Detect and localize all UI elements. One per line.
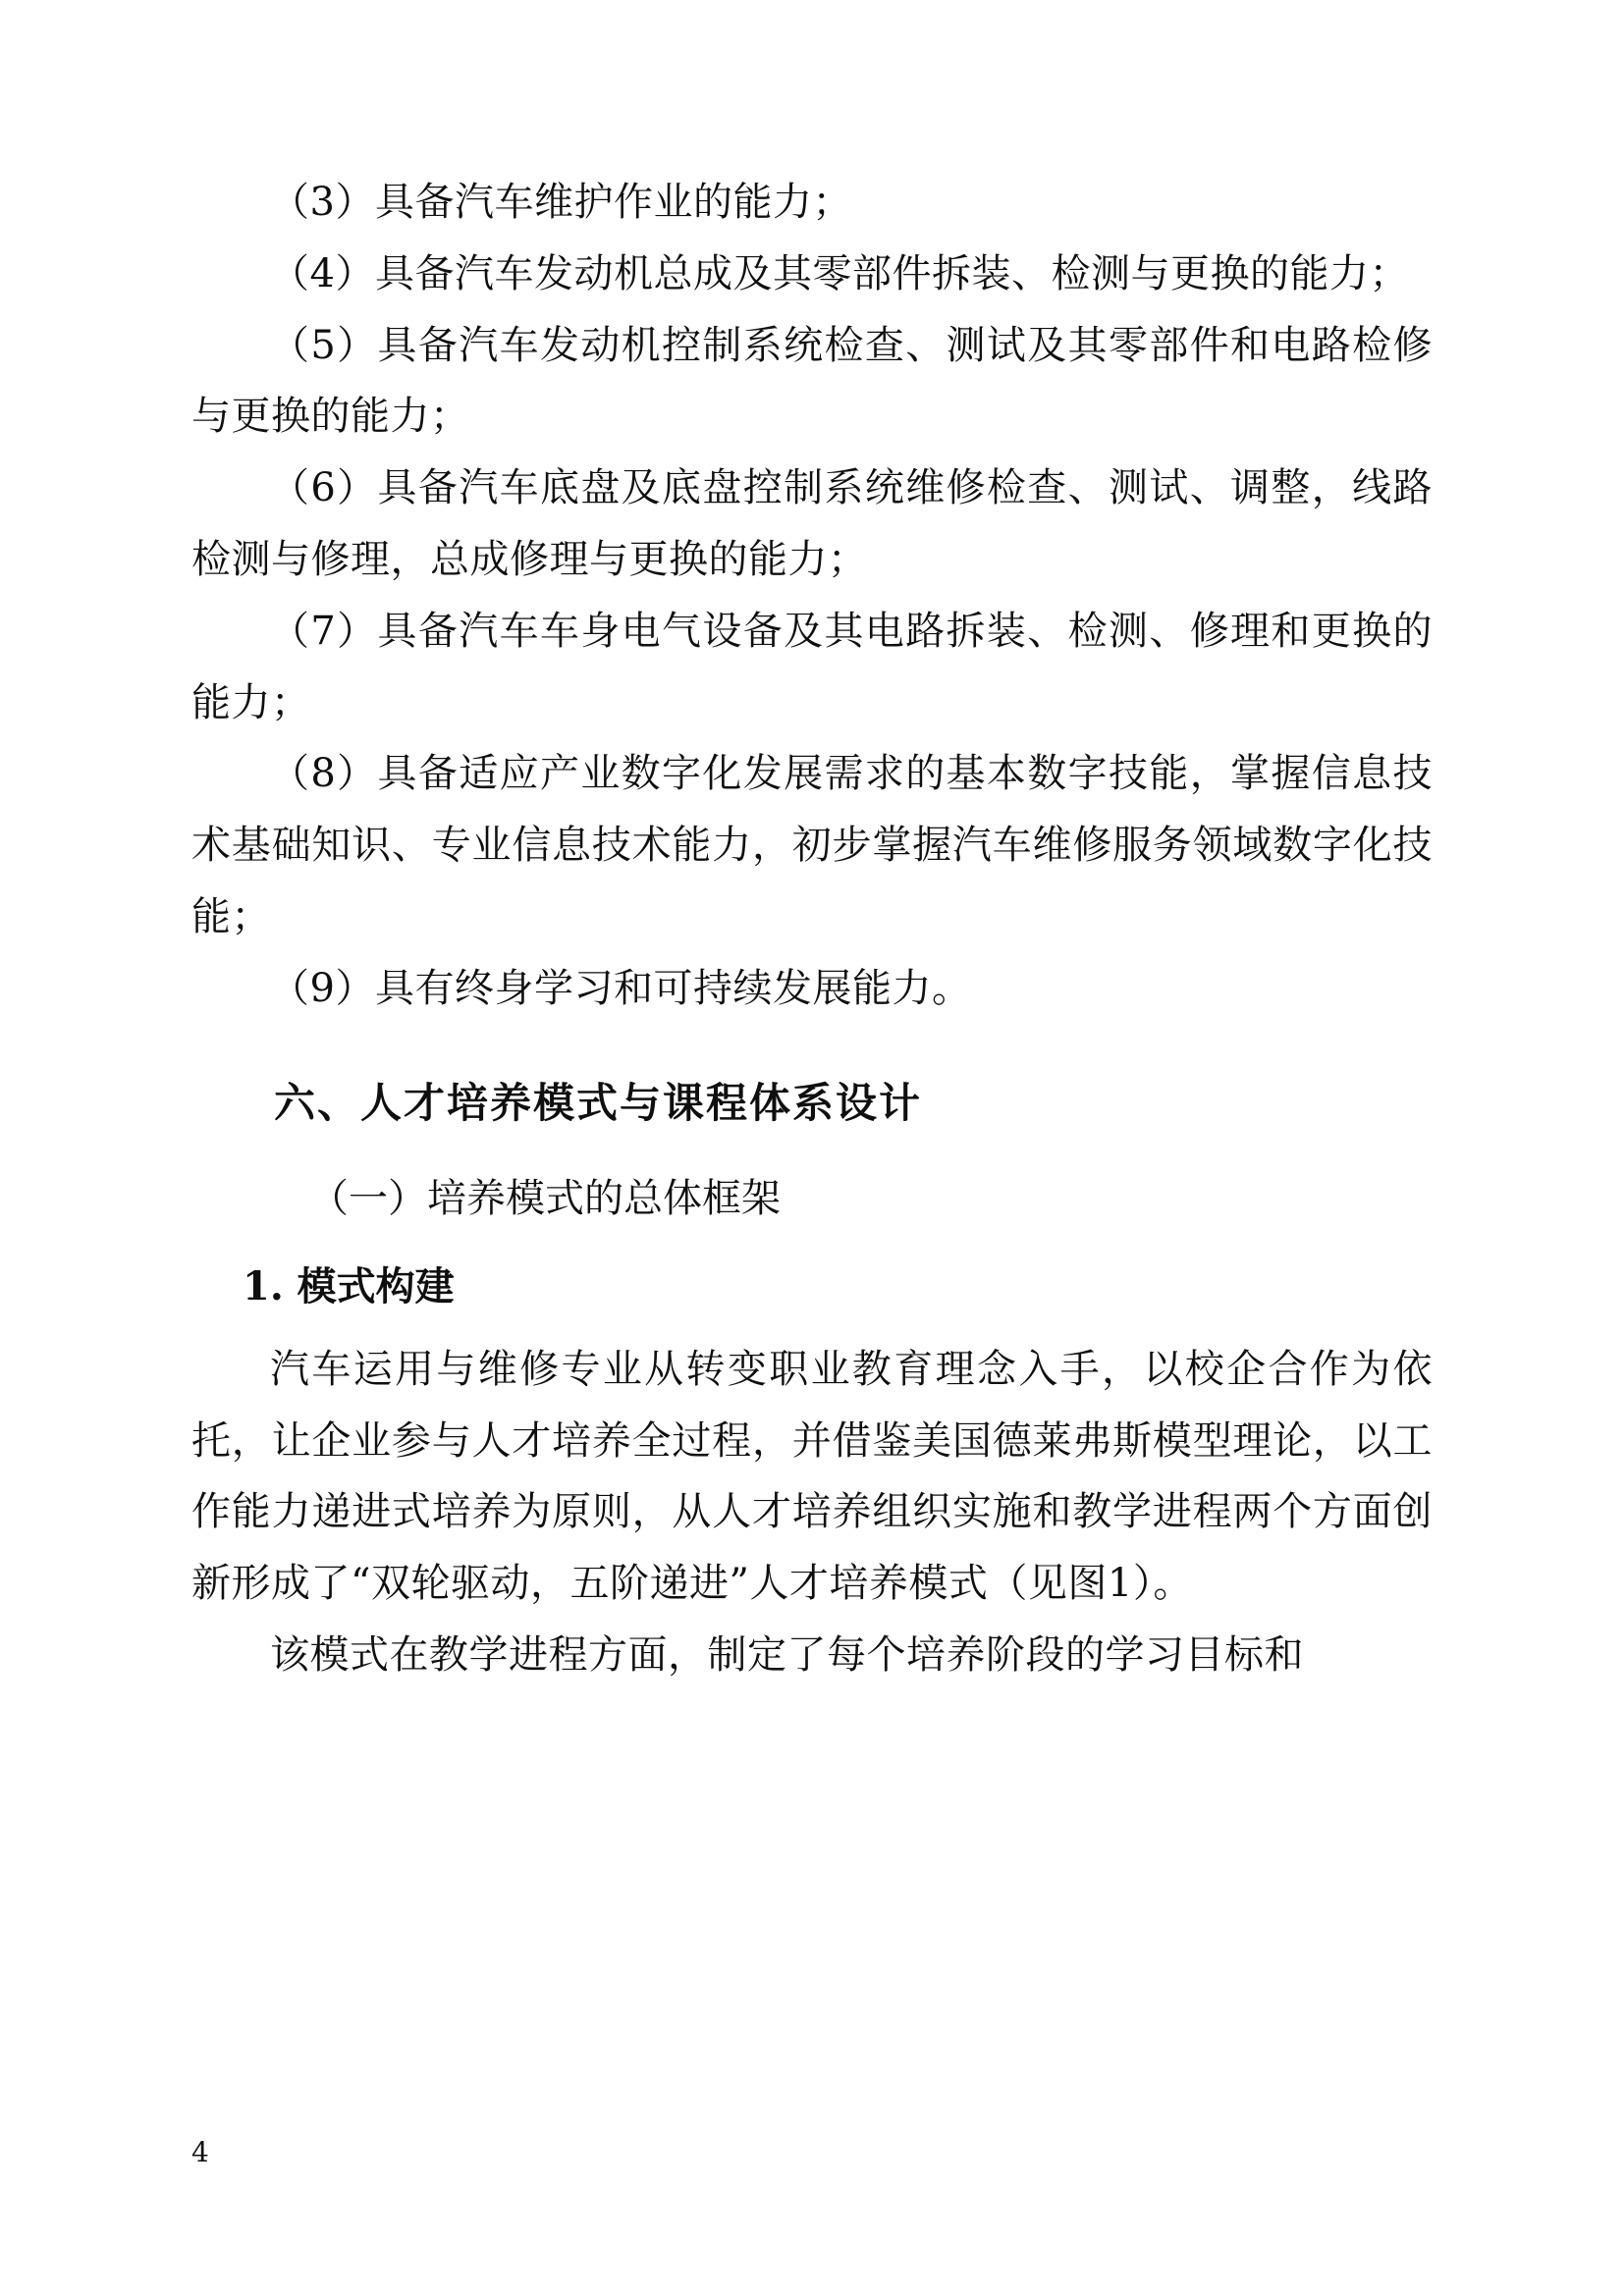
subsection-heading: （一）培养模式的总体框架	[309, 1175, 781, 1221]
list-item: （3）具备汽车维护作业的能力；	[270, 180, 852, 225]
list-item: （6）具备汽车底盘及底盘控制系统维修检查、测试、调整，线路检测与修理，总成修理与更换的能力；	[191, 465, 1433, 582]
list-item: （5）具备汽车发动机控制系统检查、测试及其零部件和电路检修与更换的能力；	[191, 322, 1433, 440]
list-item: （9）具有终身学习和可持续发展能力。	[270, 965, 972, 1011]
list-item: （7）具备汽车车身电气设备及其电路拆装、检测、修理和更换的能力；	[191, 608, 1433, 725]
section-heading: 六、人才培养模式与课程体系设计	[274, 1078, 923, 1127]
body-paragraphs	[191, 1334, 1433, 1691]
paragraph: 汽车运用与维修专业从转变职业教育理念入手，以校企合作为依托，让企业参与人才培养全过程，并借鉴美国德莱弗斯模型理论，以工作能力递进式培养为原则，从人才培养组织实施和教学进程两个方面创新形成了“双轮驱动，五阶递进”人才培养模式（见图1）。	[191, 1346, 1433, 1607]
page-number: 4	[191, 2136, 209, 2168]
list-item: （4）具备汽车发动机总成及其零部件拆装、检测与更换的能力；	[270, 250, 1409, 296]
paragraph: 该模式在教学进程方面，制定了每个培养阶段的学习目标和	[270, 1631, 1304, 1678]
list-item: （8）具备适应产业数字化发展需求的基本数字技能，掌握信息技术基础知识、专业信息技术能力，初步掌握汽车维修服务领域数字化技能；	[191, 751, 1433, 939]
item-heading: 1. 模式构建	[243, 1262, 455, 1309]
competency-list	[191, 167, 1433, 1025]
